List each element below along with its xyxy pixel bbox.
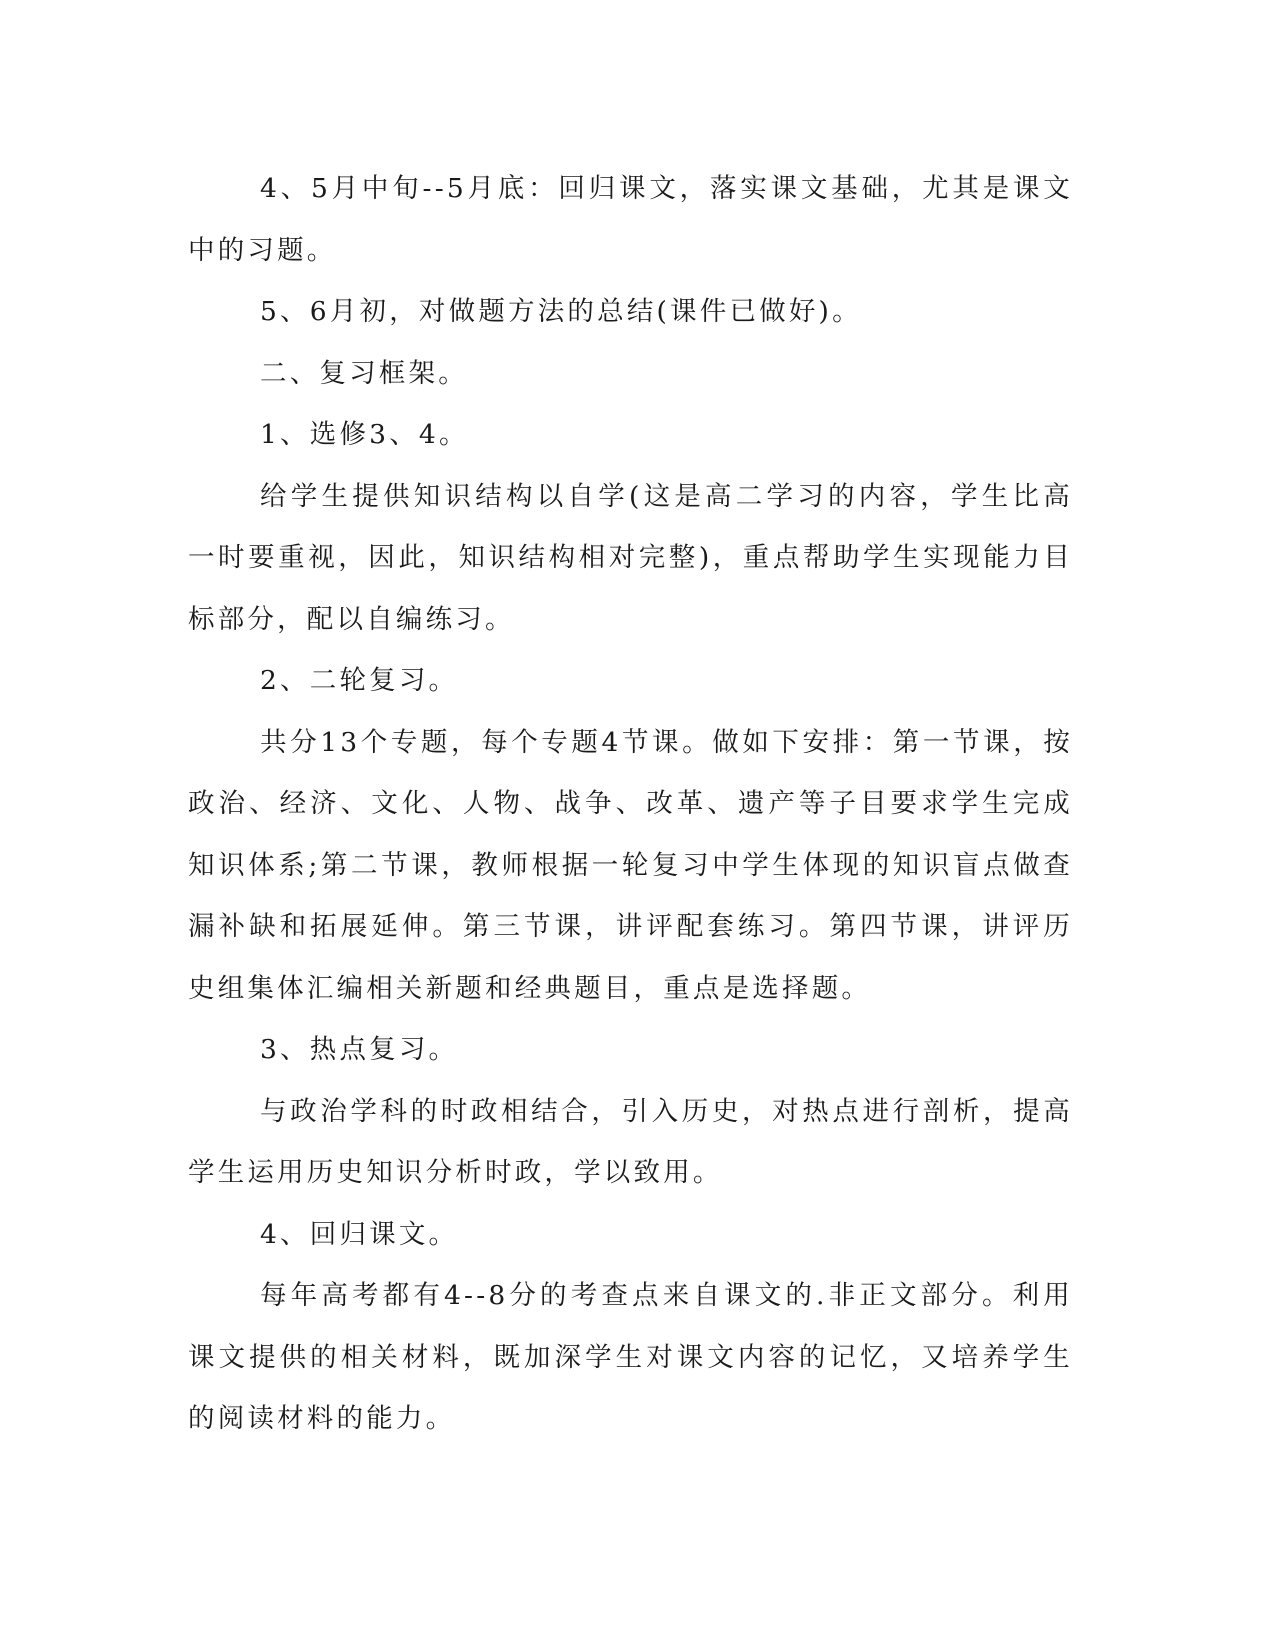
paragraph-schedule-5: 5、6月初，对做题方法的总结(课件已做好)。 xyxy=(260,296,862,327)
subheading-return-to-text: 4、回归课文。 xyxy=(260,1218,459,1250)
subheading-elective: 1、选修3、4。 xyxy=(260,419,469,450)
paragraph-elective-detail: 给学生提供知识结构以自学(这是高二学习的内容，学生比高一时要重视，因此，知识结构相对完整)，重点帮助学生实现能力目标部分，配以自编练习。 xyxy=(188,480,1073,635)
document-body xyxy=(188,158,1073,1450)
paragraph-hot-topics-detail: 与政治学科的时政相结合，引入历史，对热点进行剖析，提高学生运用历史知识分析时政，学以致用。 xyxy=(188,1095,1073,1188)
paragraph-return-to-text-detail: 每年高考都有4--8分的考查点来自课文的.非正文部分。利用课文提供的相关材料，既加深学生对课文内容的记忆，又培养学生的阅读材料的能力。 xyxy=(188,1280,1073,1434)
subheading-second-round: 2、二轮复习。 xyxy=(260,665,459,696)
paragraph-schedule-4: 4、5月中旬--5月底：回归课文，落实课文基础，尤其是课文中的习题。 xyxy=(188,173,1073,266)
paragraph-second-round-detail: 共分13个专题，每个专题4节课。做如下安排：第一节课，按政治、经济、文化、人物、战争、改革、遗产等子目要求学生完成知识体系;第二节课，教师根据一轮复习中学生体现的知识盲点做查漏补缺和拓展延伸。第三节课，讲评配套练习。第四节课，讲评历史组集体汇编相关新题和经典题目，重点是选择题。 xyxy=(188,726,1073,1004)
section-heading-review-framework: 二、复习框架。 xyxy=(260,357,468,389)
subheading-hot-topics: 3、热点复习。 xyxy=(260,1034,459,1065)
